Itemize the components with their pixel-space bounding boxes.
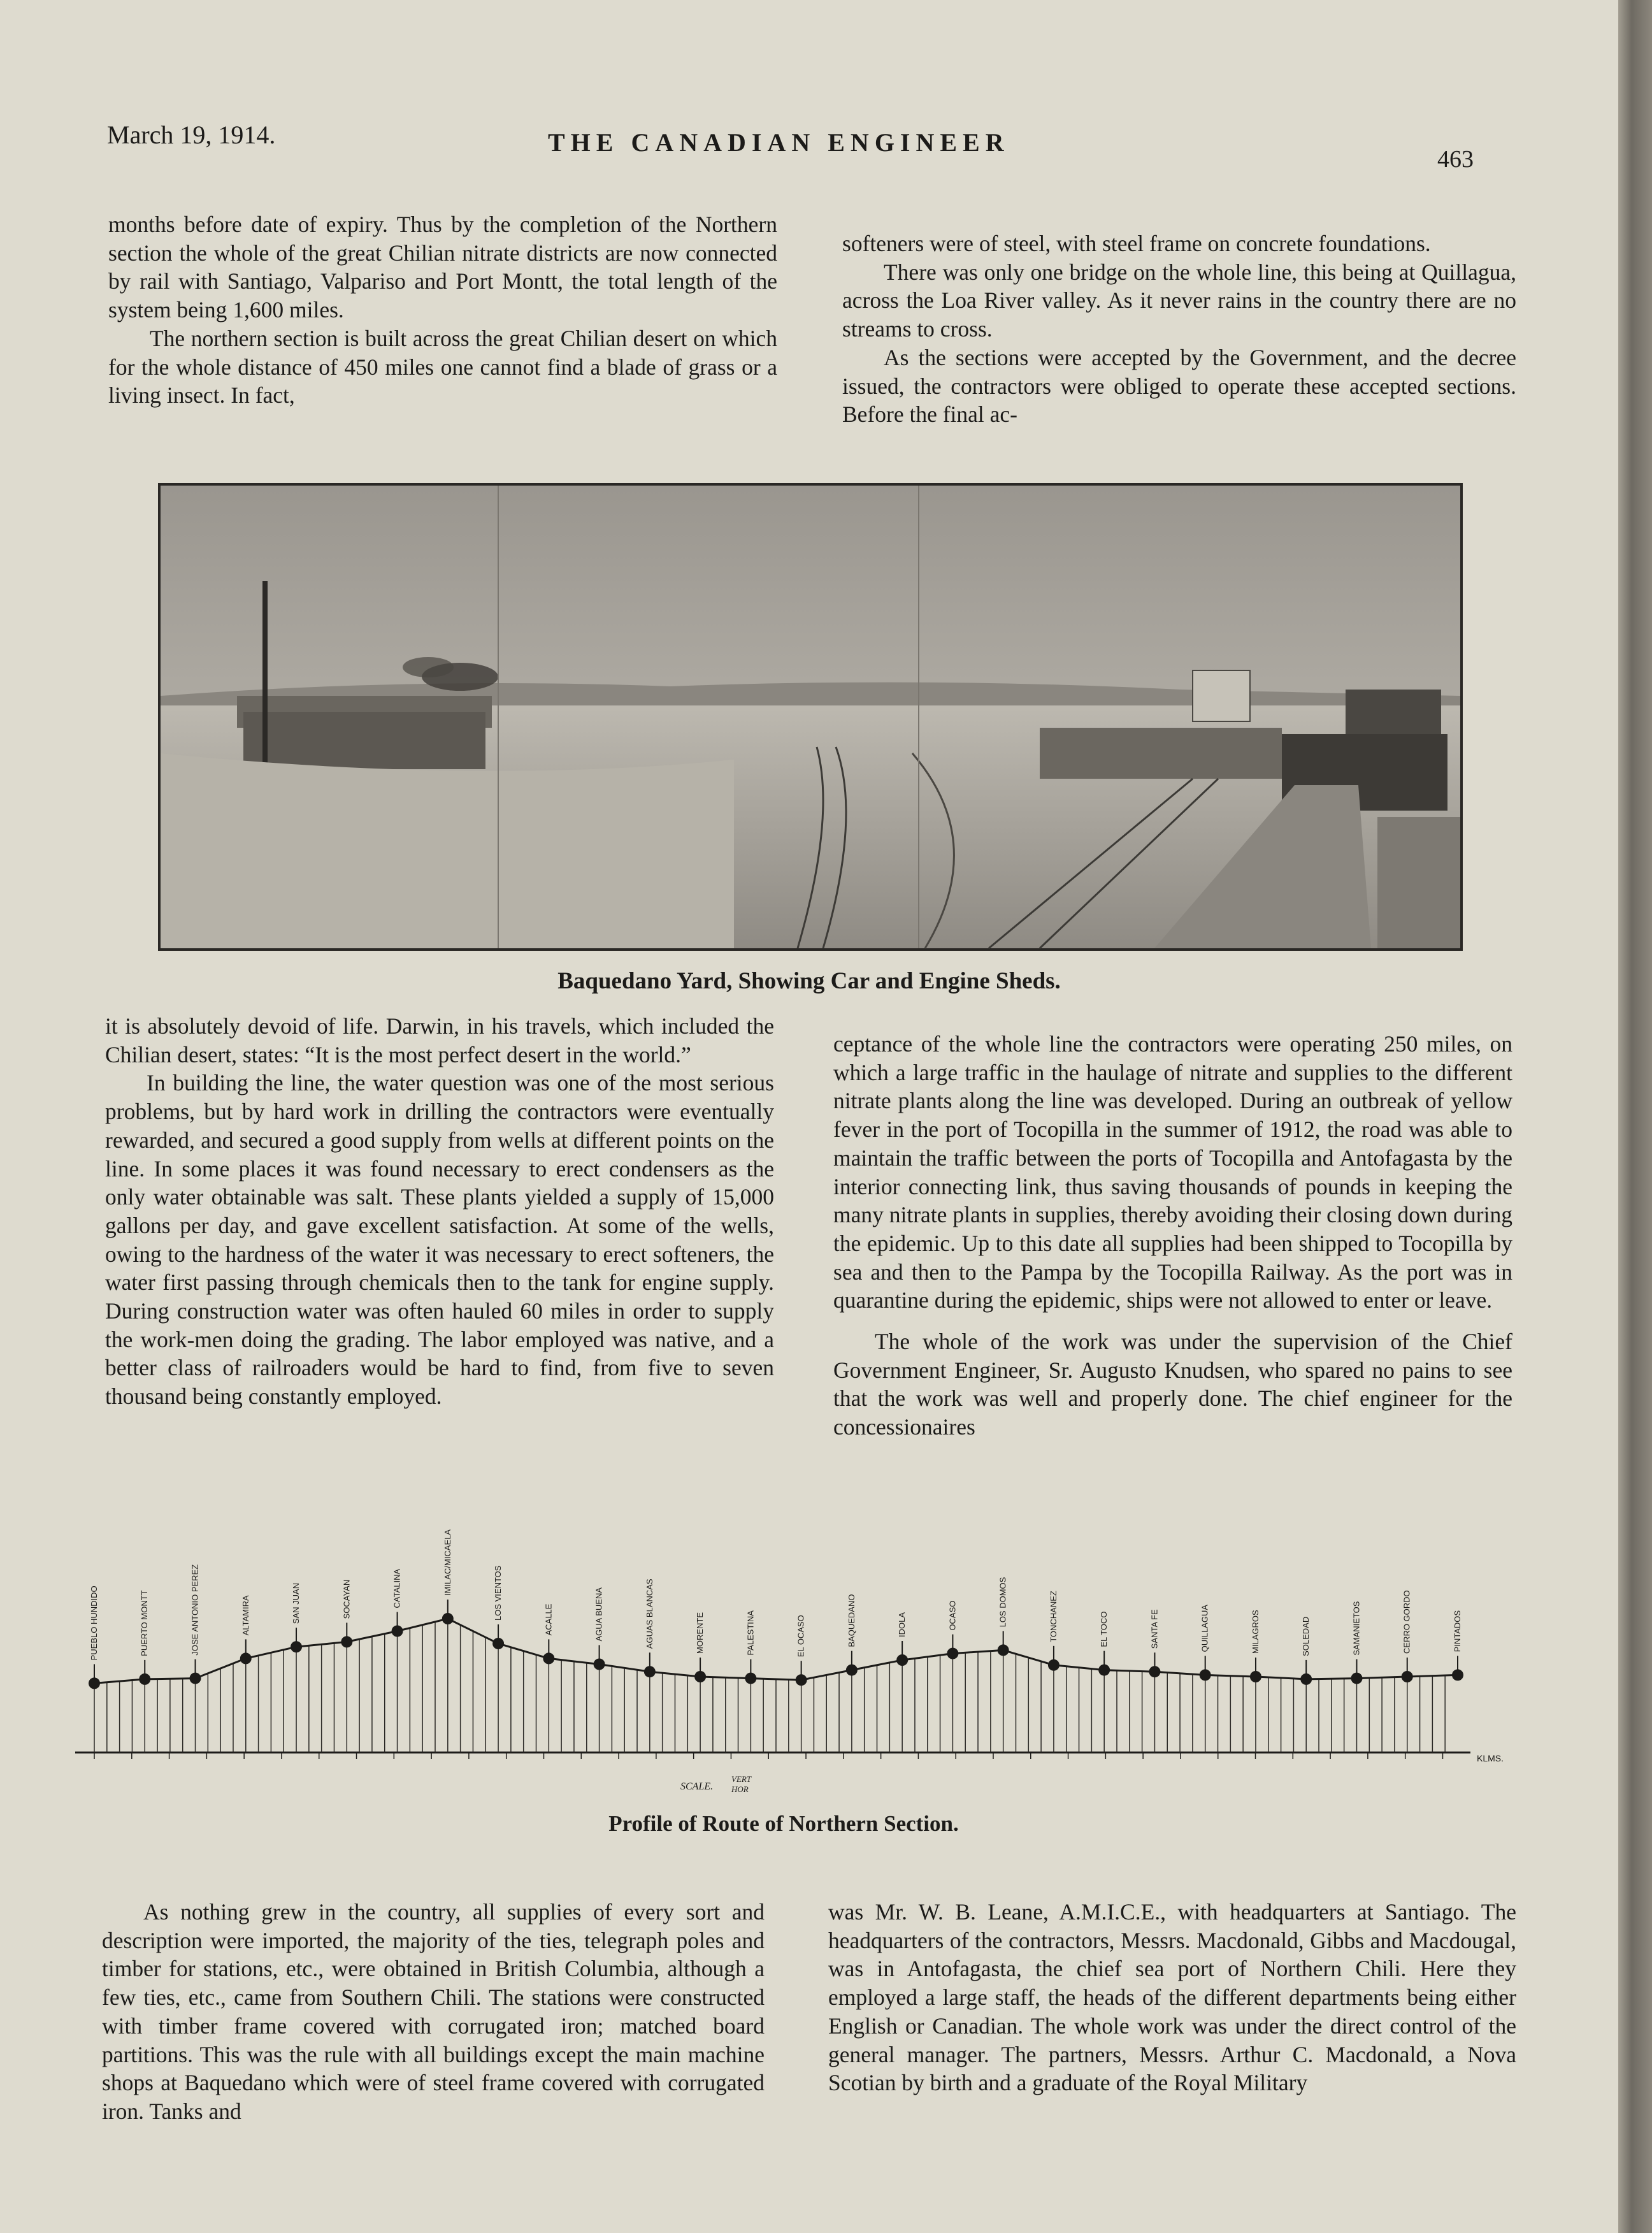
station-marker	[846, 1665, 858, 1676]
station-marker	[1351, 1673, 1362, 1684]
station-marker	[492, 1638, 504, 1649]
station-label: LOS DOMOS	[998, 1577, 1008, 1628]
station-marker	[442, 1613, 454, 1624]
column-middle-right	[833, 1030, 1512, 1442]
route-profile-diagram	[69, 1529, 1534, 1797]
header-date: March 19, 1914.	[107, 120, 276, 149]
station-marker	[543, 1652, 554, 1664]
station-marker	[1149, 1666, 1160, 1677]
station-marker	[644, 1666, 656, 1677]
station-label: SAMANIETOS	[1351, 1601, 1361, 1656]
station-label: PALESTINA	[745, 1610, 756, 1656]
station-label: MORENTE	[695, 1612, 705, 1654]
station-marker	[594, 1659, 605, 1670]
scale-label: SCALE.	[680, 1781, 714, 1792]
scale-vert-label: VERT	[731, 1774, 752, 1784]
journal-title: THE CANADIAN ENGINEER	[548, 128, 1010, 157]
photo-illustration	[161, 486, 1460, 948]
station-label: ALTAMIRA	[240, 1595, 250, 1636]
station-label: CERRO GORDO	[1402, 1590, 1412, 1654]
station-label: MILAGROS	[1250, 1610, 1260, 1654]
station-marker	[998, 1644, 1009, 1656]
column-middle-left	[105, 1012, 774, 1411]
paragraph: months before date of expiry. Thus by the completion of the Northern section the whole of the great Chilian nitrate districts are now connected by rail with Santiago, Valpariso and Port Montt, the total length of the system being 1,600 miles.	[108, 212, 777, 323]
station-marker	[896, 1654, 908, 1666]
station-marker	[1300, 1673, 1312, 1685]
paragraph: There was only one bridge on the whole line, this being at Quillagua, across the Loa River valley. As it never rains in the country there are no streams to cross.	[842, 259, 1516, 342]
station-label: EL OCASO	[796, 1615, 806, 1658]
station-marker	[1452, 1669, 1463, 1680]
station-label: SOCAYAN	[341, 1579, 352, 1619]
paragraph: was Mr. W. B. Leane, A.M.I.C.E., with headquarters at Santiago. The headquarters of the contractors, Messrs. Macdonald, Gibbs and Macdougal, was in Antofagasta, the chief sea port of Northern Chili. Here they employed a large staff, the heads of the different departments being either English or Canadian. The whole work was under the direct control of the general manager. The partners, Messrs. Arthur C. Macdonald, a Nova Scotian by birth and a graduate of the Royal Military	[828, 1899, 1516, 2096]
station-label: ACALLE	[543, 1603, 554, 1636]
station-label: PUERTO MONTT	[140, 1590, 150, 1656]
station-label: QUILLAGUA	[1200, 1604, 1210, 1652]
station-label: PUEBLO HUNDIDO	[89, 1586, 99, 1661]
station-marker	[694, 1671, 706, 1682]
paragraph: The whole of the work was under the supervision of the Chief Government Engineer, Sr. Augusto Knudsen, who spared no pains to see that the work was well and properly done. The chief engineer for the concessionaires	[833, 1329, 1512, 1440]
station-marker	[796, 1674, 807, 1686]
photo-caption: Baquedano Yard, Showing Car and Engine Sheds.	[557, 968, 1061, 994]
profile-svg	[69, 1529, 1534, 1797]
station-marker	[1250, 1671, 1261, 1682]
station-marker	[341, 1636, 352, 1647]
station-marker	[1200, 1669, 1211, 1680]
scale-hor-label: HOR	[731, 1784, 749, 1794]
paragraph: ceptance of the whole line the contractors were operating 250 miles, on which a large traffic in the haulage of nitrate and supplies to the different nitrate plants along the line was developed. During an outbreak of yellow fever in the port of Tocopilla in the summer of 1912, the road was able to maintain the traffic between the ports of Tocopilla and Antofagasta by the interior connecting link, thus saving thousands of pounds in keeping the many nitrate plants in supplies, thereby avoiding their closing down during the epidemic. Up to this date all supplies had been shipped to Tocopilla by sea and then to the Pampa by the Tocopilla Railway. As the port was in quarantine during the epidemic, ships were not allowed to enter or leave.	[833, 1031, 1512, 1313]
station-label: JOSE ANTONIO PEREZ	[190, 1564, 200, 1656]
station-label: PINTADOS	[1453, 1610, 1462, 1652]
station-label: BAQUEDANO	[846, 1594, 856, 1647]
station-marker	[89, 1677, 100, 1689]
station-marker	[1048, 1659, 1059, 1671]
paragraph: it is absolutely devoid of life. Darwin, in his travels, which included the Chilian desert, states: “It is the most perfect desert in the world.”	[105, 1013, 774, 1067]
station-label: AGUAS BLANCAS	[644, 1579, 654, 1649]
station-label: TONCHANEZ	[1048, 1591, 1058, 1642]
station-marker	[1402, 1671, 1413, 1682]
column-top-left	[108, 210, 777, 410]
station-label: CATALINA	[392, 1568, 402, 1608]
baquedano-yard-photo	[158, 483, 1463, 951]
page-binding	[1618, 0, 1652, 2233]
station-marker	[392, 1626, 403, 1637]
station-label: SOLEDAD	[1301, 1616, 1311, 1656]
station-marker	[240, 1652, 252, 1664]
station-label: OCASO	[947, 1600, 958, 1631]
page-number: 463	[1437, 146, 1474, 173]
station-label: AGUA BUENA	[594, 1587, 604, 1642]
profile-caption: Profile of Route of Northern Section.	[608, 1811, 959, 1836]
paragraph: softeners were of steel, with steel frame on concrete foundations.	[842, 231, 1431, 256]
station-label: EL TOCO	[1099, 1611, 1109, 1647]
kms-label: KLMS.	[1477, 1753, 1504, 1763]
station-label: SANTA FE	[1149, 1609, 1160, 1649]
station-marker	[139, 1673, 150, 1685]
paragraph: As the sections were accepted by the Government, and the decree issued, the contractors were obliged to operate these accepted sections. Before the final ac-	[842, 344, 1516, 428]
station-label: IDOLA	[897, 1612, 907, 1637]
paragraph: The northern section is built across the great Chilian desert on which for the whole distance of 450 miles one cannot find a blade of grass or a living insect. In fact,	[108, 325, 777, 408]
column-bottom-right	[828, 1898, 1516, 2097]
station-marker	[291, 1641, 302, 1652]
station-marker	[190, 1673, 201, 1684]
paragraph: As nothing grew in the country, all supplies of every sort and description were imported, the majority of the ties, telegraph poles and timber for stations, etc., were obtained in British Columbia, although a few ties, etc., came from Southern Chili. The stations were constructed with timber frame covered with corrugated iron; matched board partitions. This was the rule with all buildings except the main machine shops at Baquedano which were of steel frame covered with corrugated iron. Tanks and	[102, 1899, 765, 2124]
station-marker	[745, 1673, 756, 1684]
station-marker	[947, 1648, 958, 1659]
station-label: SAN JUAN	[291, 1582, 301, 1624]
column-top-right	[842, 229, 1516, 429]
station-label: LOS VIENTOS	[493, 1565, 503, 1621]
station-marker	[1098, 1665, 1110, 1676]
column-bottom-left	[102, 1898, 765, 2126]
station-label: IMILAC/MICAELA	[442, 1529, 452, 1596]
paragraph: In building the line, the water question was one of the most serious problems, but by hard work in drilling the contractors were eventually rewarded, and secured a good supply from wells at different points on the line. In some places it was found necessary to erect condensers as the only water obtainable was salt. These plants yielded a supply of 15,000 gallons per day, and gave excellent satisfaction. At some of the wells, owing to the hardness of the water it was necessary to erect softeners, the water first passing through chemicals then to the tank for engine supply. During construction water was often hauled 60 miles in order to supply the work-men doing the grading. The labor employed was native, and a better class of railroaders would be hard to find, from five to seven thousand being constantly employed.	[105, 1070, 774, 1410]
